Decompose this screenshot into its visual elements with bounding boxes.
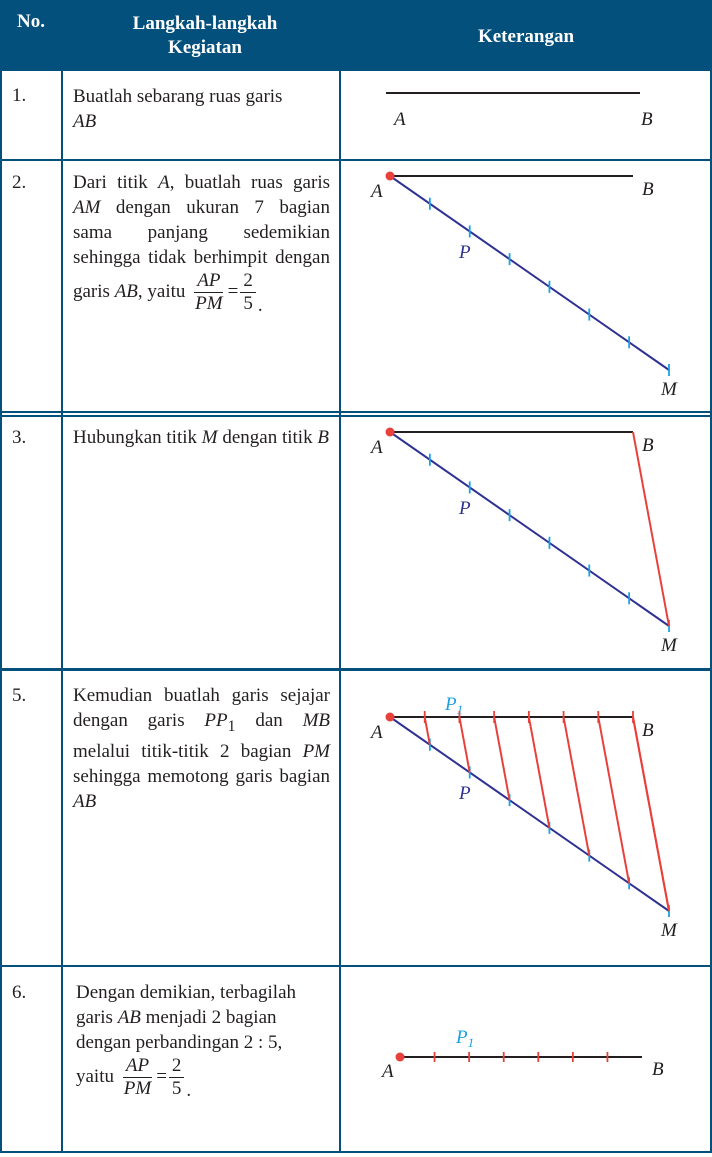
label-b: B — [652, 1059, 664, 1080]
segment-am — [390, 432, 669, 626]
segment-am — [390, 176, 669, 370]
label-m: M — [661, 635, 677, 656]
parallel-line — [459, 717, 469, 772]
label-b: B — [641, 109, 653, 130]
header-notes: Keterangan — [477, 26, 575, 47]
header-no: No. — [17, 11, 45, 32]
row-number: 2. — [12, 172, 27, 193]
label-p1: $P_1$ — [445, 694, 464, 717]
segment-am — [390, 717, 669, 911]
parallel-line — [598, 717, 629, 883]
text: Buatlah sebarang ruas garis — [73, 86, 283, 107]
row-number: 1. — [12, 85, 27, 106]
label-a: A — [371, 722, 383, 743]
point-a — [386, 713, 395, 722]
label-b: B — [642, 720, 654, 741]
label-p: P — [459, 783, 471, 804]
label-a: A — [371, 181, 383, 202]
label-m: M — [661, 920, 677, 941]
row-number: 6. — [12, 982, 27, 1003]
label-p1: $P_1$ — [456, 1027, 475, 1050]
point-a — [386, 428, 395, 437]
segment-bm — [633, 432, 669, 626]
point-a — [396, 1053, 405, 1062]
step-text: Kemudian buatlah garis sejajar dengan garis $PP_1$ dan MB melalui titik-titik 2 bagian PM sehingga memotong garis bagian AB — [73, 685, 330, 812]
parallel-line — [564, 717, 590, 856]
point-a — [386, 172, 395, 181]
step-text: Dengan demikian, terbagilah garis AB menjadi 2 bagian dengan perbandingan 2 : 5, yaitu $\frac{AP}{PM}$ = $\frac{2}{5}$ . — [76, 982, 297, 1101]
parallel-line — [494, 717, 509, 800]
parallel-line — [529, 717, 550, 828]
step-text: Hubungkan titik M dengan titik B — [73, 427, 329, 448]
header-steps: Langkah-langkah Kegiatan — [132, 13, 278, 58]
fraction: $\frac{AP}{PM}$ — [195, 270, 223, 314]
label-a: A — [382, 1061, 394, 1082]
fraction: $\frac{2}{5}$ — [240, 270, 256, 315]
text: AB — [73, 111, 97, 132]
label-m: M — [661, 379, 677, 400]
label-b: B — [642, 179, 654, 200]
label-a: A — [394, 109, 406, 130]
label-p: P — [459, 498, 471, 519]
step-text: Dari titik A, buatlah ruas garis AM dengan ukuran 7 bagian sama panjang sedemikian sehingga tidak berhimpit dengan garis AB, yaitu $\frac{AP}{PM}$ = $\frac{2}{5}$ . — [73, 172, 330, 316]
fraction: $\frac{2}{5}$ — [169, 1055, 185, 1100]
label-b: B — [642, 435, 654, 456]
parallel-line — [633, 717, 669, 911]
fraction: $\frac{AP}{PM}$ — [123, 1055, 152, 1099]
row-number: 5. — [12, 685, 27, 706]
row-number: 3. — [12, 427, 27, 448]
label-a: A — [371, 437, 383, 458]
label-p: P — [459, 242, 471, 263]
